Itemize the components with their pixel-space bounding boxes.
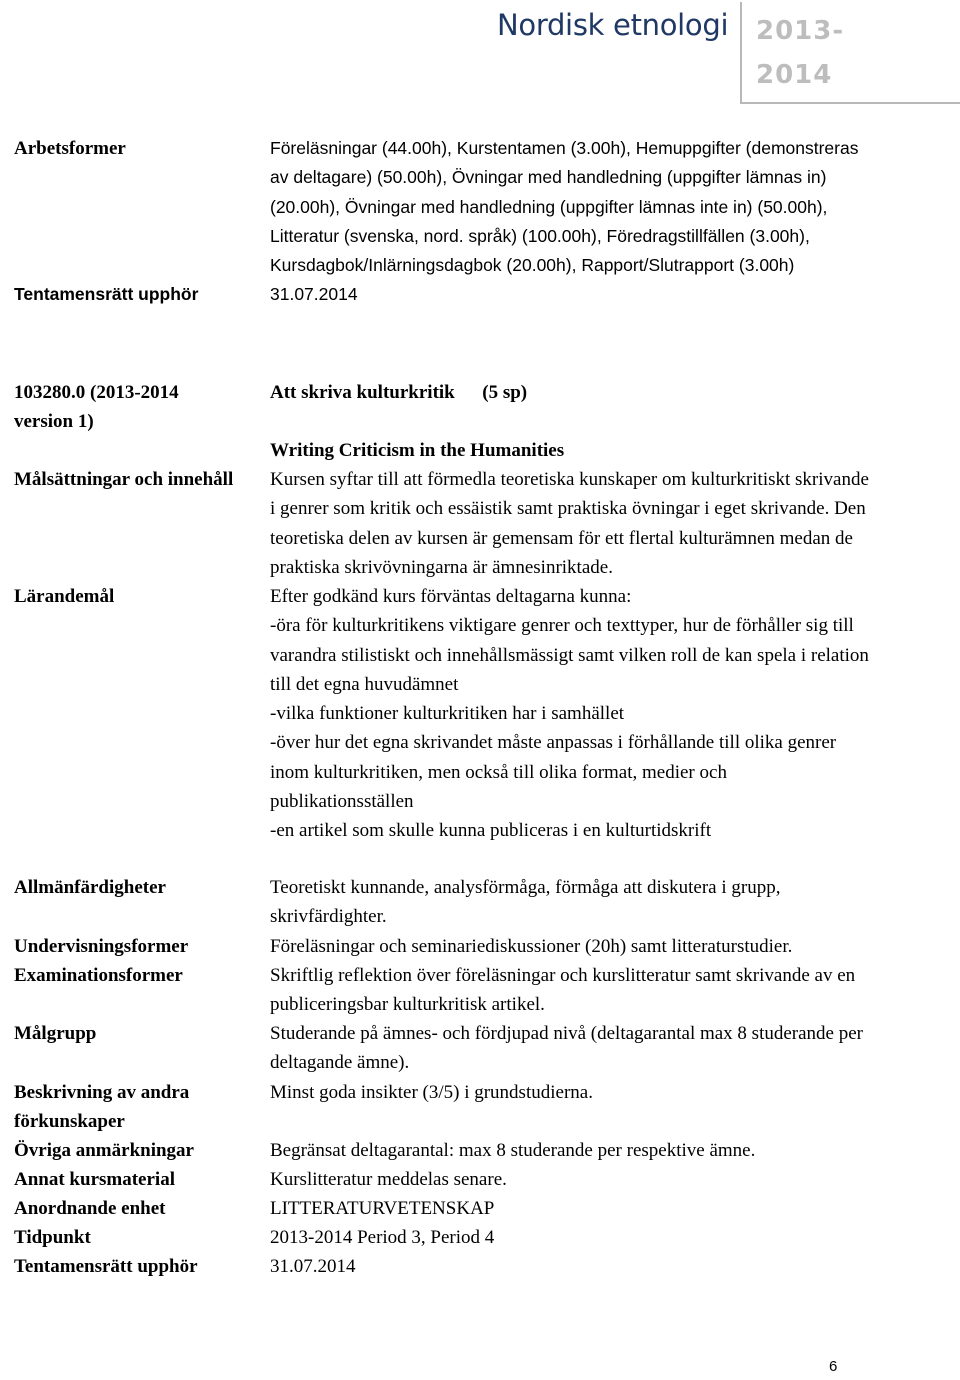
header-divider: [740, 102, 960, 104]
allman-value: [270, 873, 960, 932]
page-number: 6: [829, 1358, 838, 1375]
beskrivning-label: [14, 1078, 254, 1137]
arbetsformer-label: Arbetsformer: [14, 138, 126, 159]
malsattningar-label: Målsättningar och innehåll: [14, 469, 234, 490]
malsattningar-line: Kursen syftar till att förmedla teoretiska kunskaper om kulturkritiskt skrivande: [270, 469, 869, 490]
larandemal-line: varandra stilistiskt och innehållsmässigt samt vilken roll de kan spela i relation: [270, 644, 869, 666]
undervisning-label: Undervisningsformer: [14, 936, 189, 957]
course-code-line-2: version 1): [14, 411, 94, 433]
malgrupp-line: deltagande ämne).: [270, 1052, 410, 1074]
larandemal-line: till det egna huvudämnet: [270, 673, 459, 695]
malsattningar-line: teoretiska delen av kursen är gemensam för ett flertal kulturämnen medan de: [270, 527, 853, 549]
malsattningar-line: praktiska skrivövningarna är ämnesinriktade.: [270, 556, 613, 578]
course-code: [14, 378, 254, 437]
examination-label: Examinationsformer: [14, 965, 183, 986]
course-title-block: [270, 378, 960, 407]
malgrupp-label: Målgrupp: [14, 1023, 97, 1044]
larandemal-line: publikationsställen: [270, 791, 414, 813]
tentamen-label: Tentamensrätt upphör: [14, 284, 199, 304]
tentamen-value: 31.07.2014: [270, 1256, 356, 1277]
larandemal-line: -vilka funktioner kulturkritiken har i samhället: [270, 703, 625, 725]
examination-value: [270, 961, 960, 1020]
beskrivning-label-line-2: förkunskaper: [14, 1111, 125, 1133]
anordnande-label: Anordnande enhet: [14, 1198, 166, 1219]
arbetsformer-line: av deltagare) (50.00h), Övningar med handledning (uppgifter lämnas in): [270, 167, 827, 188]
arbetsformer-value: [270, 134, 960, 280]
examination-line: Skriftlig reflektion över föreläsningar och kurslitteratur samt skrivande av en: [270, 965, 856, 986]
annat-value: Kurslitteratur meddelas senare.: [270, 1169, 507, 1190]
year-line-1: 2013-: [756, 16, 845, 46]
tidpunkt-value: 2013-2014 Period 3, Period 4: [270, 1227, 495, 1248]
larandemal-line: -en artikel som skulle kunna publiceras i en kulturtidskrift: [270, 820, 712, 842]
beskrivning-label-line-1: Beskrivning av andra: [14, 1082, 190, 1103]
larandemal-value: [270, 582, 960, 846]
undervisning-value: Föreläsningar och seminariediskussioner (20h) samt litteraturstudier.: [270, 936, 793, 957]
larandemal-label: Lärandemål: [14, 586, 115, 607]
ovriga-label: Övriga anmärkningar: [14, 1140, 194, 1161]
larandemal-line: inom kulturkritiken, men också till olika format, medier och: [270, 761, 727, 783]
anordnande-value: LITTERATURVETENSKAP: [270, 1198, 495, 1219]
tentamen-label: Tentamensrätt upphör: [14, 1256, 198, 1277]
annat-label: Annat kursmaterial: [14, 1169, 175, 1190]
larandemal-line: -över hur det egna skrivandet måste anpassas i förhållande till olika genrer: [270, 732, 837, 754]
arbetsformer-line: Litteratur (svenska, nord. språk) (100.00h), Föredragstillfällen (3.00h),: [270, 225, 810, 246]
examination-line: publiceringsbar kulturkritisk artikel.: [270, 994, 545, 1016]
tidpunkt-label: Tidpunkt: [14, 1227, 91, 1248]
larandemal-line: -öra för kulturkritikens viktigare genrer och texttyper, hur de förhåller sig till: [270, 615, 854, 637]
year-box: [740, 2, 960, 104]
ovriga-value: Begränsat deltagarantal: max 8 studerande per respektive ämne.: [270, 1140, 756, 1161]
malsattningar-value: [270, 465, 960, 582]
malgrupp-line: Studerande på ämnes- och fördjupad nivå (deltagarantal max 8 studerande per: [270, 1023, 863, 1044]
course-code-line-1: 103280.0 (2013-2014: [14, 382, 179, 403]
allman-line: skrivfärdighter.: [270, 906, 387, 928]
course-title: Att skriva kulturkritik: [270, 382, 455, 403]
page-header: [0, 0, 960, 110]
malgrupp-value: [270, 1019, 960, 1078]
arbetsformer-line: Föreläsningar (44.00h), Kurstentamen (3.00h), Hemuppgifter (demonstreras: [270, 138, 859, 158]
allman-line: Teoretiskt kunnande, analysförmåga, förmåga att diskutera i grupp,: [270, 877, 781, 898]
arbetsformer-line: (20.00h), Övningar med handledning (uppgifter lämnas inte in) (50.00h),: [270, 196, 828, 217]
arbetsformer-line: Kursdagbok/Inlärningsdagbok (20.00h), Rapport/Slutrapport (3.00h): [270, 255, 795, 276]
course-subtitle: Writing Criticism in the Humanities: [270, 440, 565, 461]
beskrivning-value: Minst goda insikter (3/5) i grundstudierna.: [270, 1082, 593, 1103]
larandemal-line: Efter godkänd kurs förväntas deltagarna kunna:: [270, 586, 632, 607]
malsattningar-line: i genrer som kritik och essäistik samt praktiska övningar i eget skrivande. Den: [270, 498, 866, 520]
document-title: Nordisk etnologi: [497, 8, 729, 42]
tentamen-value: 31.07.2014: [270, 284, 358, 304]
allman-label: Allmänfärdigheter: [14, 877, 166, 898]
course-credits: (5 sp): [482, 382, 528, 403]
year-line-2: 2014: [756, 60, 833, 90]
